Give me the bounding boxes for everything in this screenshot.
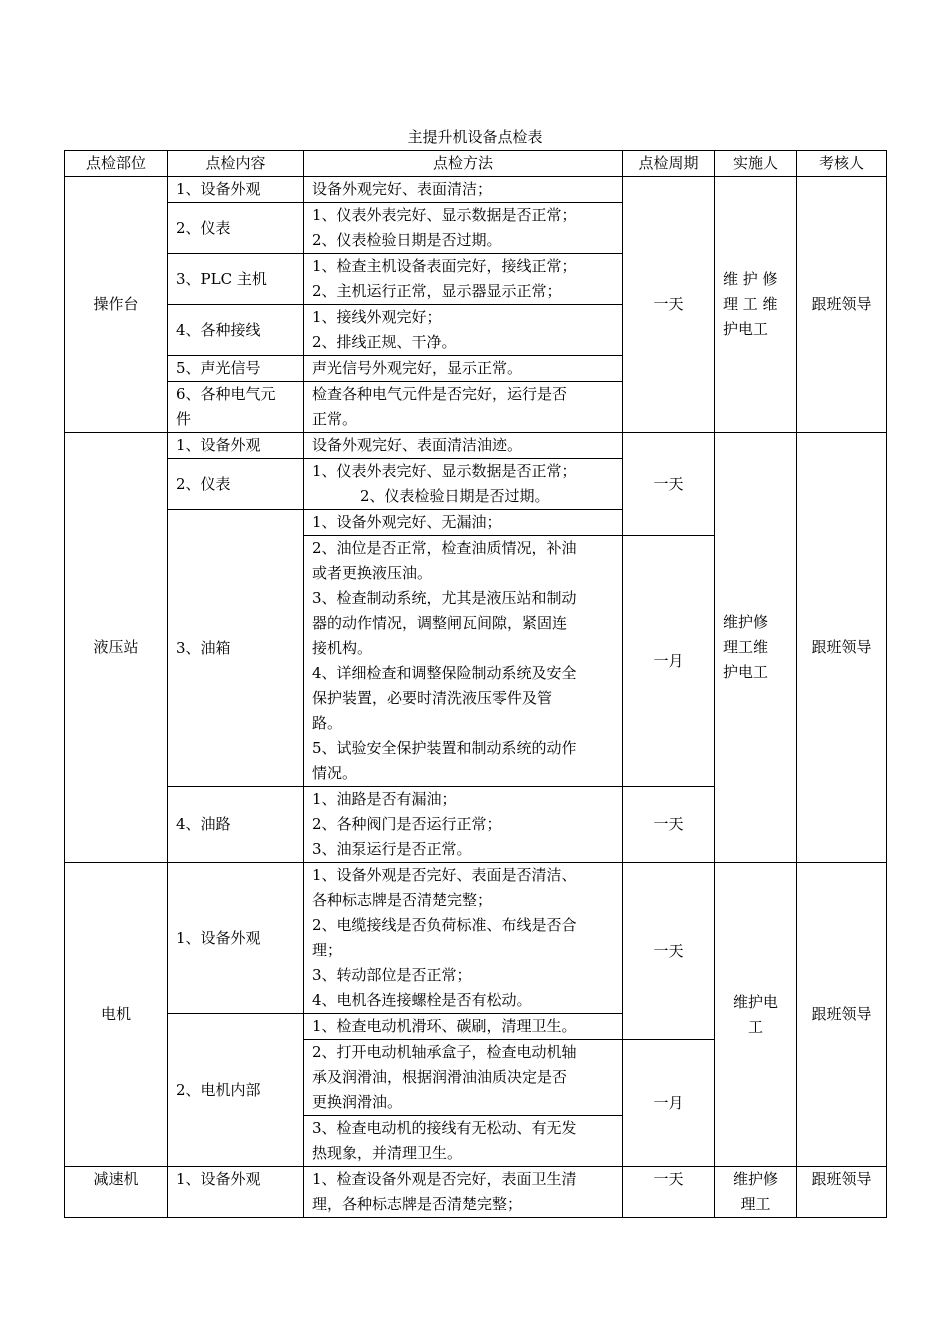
cycle-cell: 一天 [623, 1167, 715, 1218]
executor-cell: 维护修 理工维 护电工 [715, 433, 797, 863]
header-method: 点检方法 [304, 151, 623, 177]
method-cell: 2、打开电动机轴承盒子，检查电动机轴 承及润滑油，根据润滑油油质决定是否 更换润滑油。 [304, 1040, 623, 1116]
content-cell: 2、电机内部 [168, 1014, 304, 1167]
page-title: 主提升机设备点检表 [407, 128, 543, 146]
cycle-cell: 一天 [623, 863, 715, 1040]
method-cell: 设备外观完好、表面清洁油迹。 [304, 433, 623, 459]
header-cycle: 点检周期 [623, 151, 715, 177]
content-cell: 1、设备外观 [168, 863, 304, 1014]
content-cell: 2、仪表 [168, 203, 304, 254]
table-row [65, 433, 887, 459]
method-cell: 1、仪表外表完好、显示数据是否正常； 2、仪表检验日期是否过期。 [304, 203, 623, 254]
method-cell: 1、仪表外表完好、显示数据是否正常； 2、仪表检验日期是否过期。 [304, 459, 623, 510]
method-cell: 检查各种电气元件是否完好，运行是否 正常。 [304, 382, 623, 433]
method-cell: 1、接线外观完好； 2、排线正规、干净。 [304, 305, 623, 356]
table-row [65, 863, 887, 1014]
executor-cell: 维 护 修 理 工 维 护电工 [715, 177, 797, 433]
reviewer-cell: 跟班领导 [797, 863, 887, 1167]
part-cell: 电机 [65, 863, 168, 1167]
part-cell: 减速机 [65, 1167, 168, 1218]
method-cell: 3、检查电动机的接线有无松动、有无发 热现象，并清理卫生。 [304, 1116, 623, 1167]
header-content: 点检内容 [168, 151, 304, 177]
method-cell: 1、检查电动机滑环、碳刷，清理卫生。 [304, 1014, 623, 1040]
content-cell: 1、设备外观 [168, 177, 304, 203]
table-row [65, 177, 887, 203]
cycle-cell: 一天 [623, 177, 715, 433]
header-executor: 实施人 [715, 151, 797, 177]
method-cell: 2、油位是否正常，检查油质情况，补油 或者更换液压油。 3、检查制动系统，尤其是液压站和制动 器的动作情况，调整闸瓦间隙，紧固连 接机构。 4、详细检查和调整保险制动系统及安全 保护装置，必要时清洗液压零件及管 路。 5、试验安全保护装置和制动系统的动作 情况。 [304, 536, 623, 787]
content-cell: 6、各种电气元 件 [168, 382, 304, 433]
method-cell: 1、油路是否有漏油； 2、各种阀门是否运行正常； 3、油泵运行是否正常。 [304, 787, 623, 863]
method-cell: 设备外观完好、表面清洁； [304, 177, 623, 203]
reviewer-cell: 跟班领导 [797, 1167, 887, 1218]
method-cell: 声光信号外观完好，显示正常。 [304, 356, 623, 382]
table-row [65, 1167, 887, 1218]
cycle-cell: 一天 [623, 787, 715, 863]
content-cell: 1、设备外观 [168, 433, 304, 459]
method-cell: 1、检查主机设备表面完好，接线正常； 2、主机运行正常，显示器显示正常； [304, 254, 623, 305]
cycle-cell: 一月 [623, 1040, 715, 1167]
method-cell: 1、设备外观完好、无漏油； [304, 510, 623, 536]
content-cell: 4、油路 [168, 787, 304, 863]
content-cell: 3、PLC 主机 [168, 254, 304, 305]
executor-cell: 维护电 工 [715, 863, 797, 1167]
header-reviewer: 考核人 [797, 151, 887, 177]
content-cell: 5、声光信号 [168, 356, 304, 382]
content-cell: 3、油箱 [168, 510, 304, 787]
part-cell: 操作台 [65, 177, 168, 433]
reviewer-cell: 跟班领导 [797, 177, 887, 433]
executor-cell: 维护修 理工 [715, 1167, 797, 1218]
method-cell: 1、设备外观是否完好、表面是否清洁、 各种标志牌是否清楚完整； 2、电缆接线是否负荷标准、布线是否合 理； 3、转动部位是否正常； 4、电机各连接螺栓是否有松动。 [304, 863, 623, 1014]
content-cell: 2、仪表 [168, 459, 304, 510]
header-part: 点检部位 [65, 151, 168, 177]
inspection-table [64, 150, 887, 1218]
content-cell: 1、设备外观 [168, 1167, 304, 1218]
table-header-row [65, 151, 887, 177]
part-cell: 液压站 [65, 433, 168, 863]
content-cell: 4、各种接线 [168, 305, 304, 356]
reviewer-cell: 跟班领导 [797, 433, 887, 863]
method-cell: 1、检查设备外观是否完好，表面卫生清 理，各种标志牌是否清楚完整； [304, 1167, 623, 1218]
cycle-cell: 一月 [623, 536, 715, 787]
cycle-cell: 一天 [623, 433, 715, 536]
